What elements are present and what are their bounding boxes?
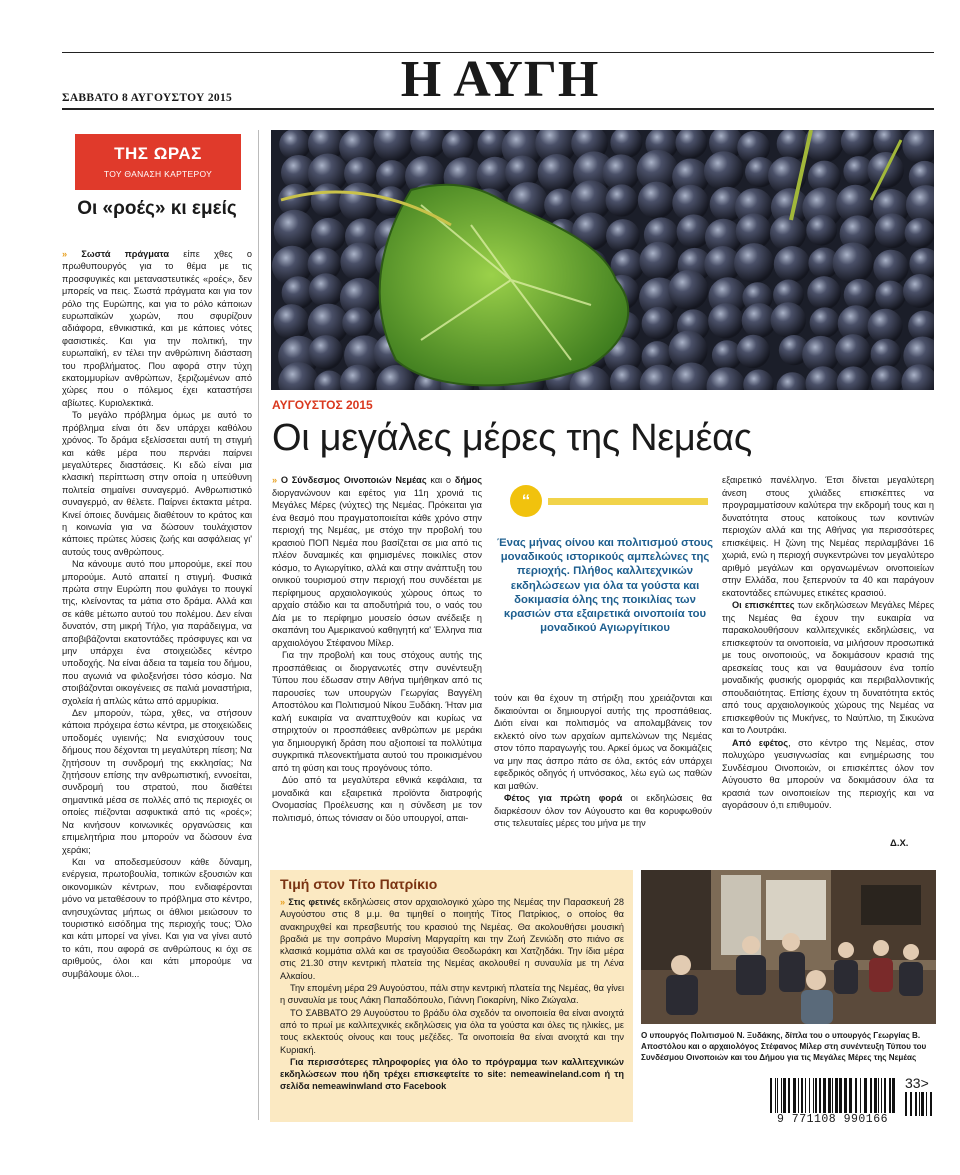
grape-berry xyxy=(905,218,934,248)
barcode-bar xyxy=(793,1078,796,1114)
column-header xyxy=(75,134,241,190)
barcode-bar xyxy=(835,1078,838,1114)
article-signature: Δ.Χ. xyxy=(890,838,909,849)
barcode-bar xyxy=(809,1078,810,1114)
grape-berry xyxy=(340,242,379,281)
grape-berry xyxy=(873,250,908,285)
grape-berry xyxy=(736,335,770,369)
barcode-bar xyxy=(874,1078,877,1114)
quote-icon: “ xyxy=(510,485,542,517)
grapes-illustration xyxy=(271,130,934,390)
article-bold-lead: Οι επισκέπτες xyxy=(732,600,795,610)
article-bold-lead: Από εφέτος xyxy=(732,737,789,748)
pull-quote: Ένας μήνας οίνου και πολιτισμού στους μοναδικούς ιστορικούς αμπελώνες της περιοχής. Πλήθος καλλιτεχνικών εκδηλώσεων για όλα τα γούστα και δοκιμασία όλης της ποικιλίας των κρασιών στα εξαιρετικά οινοποιία του μοναδικού Αγιωργίτικου xyxy=(497,537,713,635)
grapes-photo xyxy=(271,130,934,390)
grape-berry xyxy=(833,242,874,283)
barcode-bar xyxy=(781,1078,782,1114)
barcode-bar xyxy=(819,1078,821,1114)
page-number-value: 33 xyxy=(905,1075,921,1091)
masthead-title: Η ΑΥΓΗ xyxy=(400,51,600,108)
arrow-icon: » xyxy=(272,475,278,485)
barcode-bar xyxy=(839,1078,842,1114)
barcode-bar xyxy=(788,1078,790,1114)
addon-barcode xyxy=(905,1092,935,1116)
barcode-bar xyxy=(775,1078,776,1114)
event-box-title: Τιμή στον Τίτο Πατρίκιο xyxy=(280,876,438,892)
page-number xyxy=(905,1075,929,1091)
barcode-bar xyxy=(892,1078,895,1114)
column-paragraph: Το μεγάλο πρόβλημα όμως με αυτό το πρόβλημα είναι ότι δεν υπάρχει καθόλου χρόνος. Το δράμα εξελίσσεται αυτή τη στιγμή και κάθε μέρα που περνάει παίρνει μεγαλύτερες διαστάσεις. Κι εδώ είναι μια κλασική περίπτωση στην οποία η υπεύθυνη πολιτεία σημαίνει συναγερμό. Ανθρωπιστικό συναγερμό, αν θέλετε. Παίρνει έκτακτα μέτρα. Κινεί όποιες δυνάμεις διαθέτουν το κράτος και η κοινωνία για να δώσουν τουλάχιστον κάποιες πρώτες λύσεις ζωής και ασφάλειας γι' αυτούς τους ανθρώπους. xyxy=(62,410,252,557)
grape-berry xyxy=(442,130,474,161)
barcode-bar xyxy=(884,1078,886,1114)
grape-berry xyxy=(835,334,871,370)
article-lead-mid: και ο xyxy=(430,475,452,485)
article-column-3 xyxy=(722,474,934,812)
grape-berry xyxy=(677,214,711,248)
photo-caption: Ο υπουργός Πολιτισμού Ν. Ξυδάκης, δίπλα του ο υπουργός Γεωργίας Β. Αποστόλου και ο αρχαιολόγος Στέφανος Μίλερ στη συνέντευξη Τύπου του Συνδέσμου Οινοποιών και του Δήμου για τις Μεγάλες Μέρες της Νεμέας xyxy=(641,1031,927,1062)
barcode-bar xyxy=(930,1092,932,1116)
barcode-bar xyxy=(770,1078,772,1114)
article-paragraph: , στο κέντρο της Νεμέας, στον πολυχώρο γευσιγνωσίας και ενημέρωσης του Συνδέσμου Οινοποιών, οι επισκέπτες όλον τον Αύγουστο θα μπορούν να δοκιμάσουν όλα τα κρασιά των οινοποιείων της περιοχής και να αγοράσουν ό,τι επιθυμούν. xyxy=(722,737,934,810)
barcode-bar xyxy=(889,1078,891,1114)
grape-berry xyxy=(538,154,576,192)
barcode-bar xyxy=(878,1078,879,1114)
column-lead: Σωστά πράγματα xyxy=(81,249,169,259)
column-label: ΤΗΣ ΩΡΑΣ xyxy=(114,144,202,163)
barcode-bar xyxy=(777,1078,778,1114)
barcode-bar xyxy=(813,1078,814,1114)
barcode-bar xyxy=(798,1078,799,1114)
article-paragraph: των εκδηλώσεων Μεγάλες Μέρες της Νεμέας θα έχουν την ευκαιρία να παρακολουθήσουν καλλιτεχνικές εκδηλώσεις, να επισκεφτούν τα οινοποιεία, να μιλήσουν προσωπικά με τους οινοποιούς, να δοκιμάσουν κρασιά της αρεσκείας τους και να θαυμάσουν ένα τοπίο μοναδικής φυσικής ομορφιάς και περιβαλλοντικής σπουδαιότητας. Επίσης έχουν τη δυνατότητα εκτός από τους αρχαιολογικούς χώρους της Νεμέας να επισκεφθούν τις Μυκήνες, το Ναύπλιο, τη Σικυώνα και το Λουτράκι. xyxy=(722,600,935,735)
barcode-bar xyxy=(855,1078,857,1114)
page-arrow-icon: > xyxy=(920,1075,929,1091)
barcode-bar xyxy=(919,1092,920,1116)
grape-berry xyxy=(638,182,675,219)
grape-berry xyxy=(274,210,316,252)
event-box-body xyxy=(280,896,624,1093)
article-bold-lead: Φέτος για πρώτη φορά xyxy=(504,793,623,803)
barcode-bar xyxy=(926,1092,927,1116)
grape-berry xyxy=(734,243,774,283)
article-paragraph: διοργανώνουν και εφέτος για 11η χρονιά τις Μεγάλες Μέρες (νύχτες) της Νεμέας. Πρόκειται για ένα θεσμό που πραγματοποιείται κάθε χρόνο στην περιοχή της Νεμέας, με στόχο την προβολή του κρασιού ΠΟΠ Νεμέα που βασίζεται σε μια από τις πλέον δυναμικές και φημισμένες ποικιλίες στον κόσμο, το Αγιωργίτικο, αλλά και στην ανάπτυξη του οινικού τουρισμού στην περιοχή που συνδέεται με περίφημους αρχαιολογικούς χώρους όπως το αρχαίο στάδιο και τα αποδυτήριά του, ο ναός του Δία με το περίφημο μουσείο όσων ανέδειξε η σκαπάνη του Αμερικανού καθηγητή κα' Έλληνα πια αρχαιολόγου Στέφανου Μίλερ. xyxy=(272,487,482,648)
article-lead-2: δήμος xyxy=(454,475,482,485)
event-box-lead: Στις φετινές xyxy=(288,897,341,907)
grape-berry xyxy=(868,309,903,344)
grape-berry xyxy=(311,218,346,253)
grape-berry xyxy=(875,281,905,311)
barcode-bar xyxy=(910,1092,912,1116)
barcode-bar xyxy=(870,1078,872,1114)
event-box-paragraph: εκδηλώσεις στον αρχαιολογικό χώρο της Νεμέας την Παρασκευή 28 Αυγούστου στις 8 μ.μ. θα τιμηθεί ο ποιητής Τίτος Πατρίκιος, ο οποίος θα ανακηρυχθεί και πρεσβευτής του κρασιού της Νεμέας. Θα ακολουθήσει μουσική βραδιά με την σοπράνο Μυρσίνη Μαργαρίτη και την Ζωή Ζενιώδη στο πιάνο σε κλασικά κομμάτια αλλά και σε τραγούδια Θεοδωράκη και Χατζηδάκι. Την ίδια μέρα στις 21.30 στην κεντρική πλατεία της Νεμέας ακολουθεί η συναυλία με τη Λένα Αλκαίου. xyxy=(280,897,624,981)
column-body xyxy=(62,248,252,980)
article-paragraph: Για την προβολή και τους στόχους αυτής της προσπάθειας οι διοργανωτές στην συνέντευξη Τύπου που έδωσαν στην Αθήνα τιμήθηκαν από τις παρουσίες των υπουργών Γεωργίας Βαγγέλη Αποστόλου και Πολιτισμού Νίκου Ξυδάκη. Ήταν μια καλή ευκαιρία να αναπτυχθούν και κυρίως να στηριχτούν οι προσπάθειες ανθρώπων με μεράκι για δημιουργική δράση που αξιοποιεί τα πολλύτιμα συγκριτικά πλεονεκτήματα αυτού του προικισμένου από τη φύση και τους προγόνους τόπο. xyxy=(272,650,482,773)
barcode-bar xyxy=(921,1092,924,1116)
grape-berry xyxy=(606,219,640,253)
grape-berry xyxy=(309,335,344,370)
grape-berry xyxy=(871,339,901,369)
event-box-paragraph: ΤΟ ΣΑΒΒΑΤΟ 29 Αυγούστου το βράδυ όλα σχεδόν τα οινοποιεία θα είναι ανοιχτά από το πρωί με καλλιτεχνικές εκδηλώσεις για όλα τα γούστα και όλες τις ηλικίες, με τους εκλεκτούς οίνους και τους μεζέδες. Τα οινοποιεία θα είναι ανοιχτά και την Κυριακή. xyxy=(280,1007,624,1055)
grape-berry xyxy=(807,276,841,310)
grape-berry xyxy=(875,213,910,248)
barcode-bar xyxy=(915,1092,917,1116)
barcode-bar xyxy=(849,1078,852,1114)
article-paragraph: τούν και θα έχουν τη στήριξη που χρειάζονται και δικαιούνται οι δημιουργοί αυτής της προσπάθειας. Διότι είναι και πολιτισμός να απολαμβάνεις τον εκλεκτό οίνο των αρχαίων αμπελώνων της Νεμέας στον τόπο παραγωγής του. Αρκεί όμως να δοκιμάζεις να μην πας άσπρο πάτο σε όλα, εκτός εάν υπάρχει εφεδρικός οδηγός ή υπνόσακος, λέω εγώ ως παθών και μαθών. xyxy=(494,693,712,791)
press-conference-illustration xyxy=(641,870,936,1024)
column-paragraph: Να κάνουμε αυτό που μπορούμε, εκεί που μπορούμε. Αυτό απαιτεί η στιγμή. Φυσικά πρώτα στην Ευρώπη που φυλάγει το πουγκί της, κλείνοντας τα μάτια στο δράμα. Αλλά και σε κάθε μέτωπο αυτού του πολέμου. Δεν είναι δυνατόν, στη μικρή Τήλο, για παράδειγμα, να αποβιβάζονται εκατοντάδες πρόσφυγες και να μην υπάρχει ένα στοιχειώδες κέντρο υποδοχής. Να είναι άδεια τα ταμεία του δήμου, που αγωνιά να φιλοξενήσει τόσο κόσμο. Να στοιβάζονται οικογένειες σε παλιά μοναστήρια, σχολεία ή απλώς κάτω από αρμυρίκια. xyxy=(62,559,252,706)
barcode-bar xyxy=(805,1078,806,1114)
barcode-bar xyxy=(823,1078,826,1114)
article-column-1 xyxy=(272,474,482,824)
barcode-bar xyxy=(783,1078,786,1114)
grape-berry xyxy=(273,304,309,340)
article-kicker: ΑΥΓΟΥΣΤΟΣ 2015 xyxy=(272,398,373,412)
grape-berry xyxy=(639,242,678,281)
arrow-icon: » xyxy=(62,249,68,259)
barcode-bar xyxy=(864,1078,867,1114)
grape-berry xyxy=(771,302,806,337)
barcode-bar xyxy=(801,1078,803,1114)
grape-berry xyxy=(806,215,837,246)
grape-berry xyxy=(704,151,744,191)
grape-berry xyxy=(668,270,708,310)
article-paragraph: εξαιρετικό πανέλληνο. Έτσι δίνεται μεγαλύτερη άνεση στους χιλιάδες επισκέπτες να προγραμματίσουν καλύτερα την εκδρομή τους και η δυνατότητα στους κατοίκους των κοντινών περιοχών αλλά και της Αθήνας για περισσότερες επισκέψεις. Η ζώνη της Νεμέας περιλαμβάνει 16 χωριά, ενώ η περιοχή συγκεντρώνει τον μεγαλύτερο αριθμό μεγάλων και οργανωμένων οινοποιείων στην Ελλάδα, που ξεπερνούν τα 40 και παράγουν εκατοντάδες επώνυμες ετικέτες κρασιού. xyxy=(722,475,934,598)
press-conference-photo xyxy=(641,870,936,1024)
grape-berry xyxy=(339,183,378,222)
grape-berry xyxy=(342,307,373,338)
barcode-bar xyxy=(832,1078,833,1114)
article-paragraph: οι εκδηλώσεις θα διαρκέσουν όλον τον Αύγουστο και θα κορυφωθούν στις τελευταίες μέρες του μήνα με την xyxy=(494,793,712,828)
barcode-bar xyxy=(860,1078,861,1114)
column-title: Οι «ροές» κι εμείς xyxy=(77,198,237,219)
grape-berry xyxy=(770,215,806,251)
article-column-2 xyxy=(494,692,712,830)
barcode-bar xyxy=(815,1078,817,1114)
grape-berry xyxy=(642,307,675,340)
column-paragraph: είπε χθες ο πρωθυπουργός για το θέμα με τις προσφυγικές και μεταναστευτικές «ροές», δεν μπορείς να πεις. Σωστά πράγματα και για τον ρόλο της Ευρώπης, και για το ρόλο κάποιων ευρωπαϊκών χωρών, που σφυρίζουν αδιάφορα, εθνικιστικά, και με κάποιες νότες φασιστικές. Και για την πολιτική, την ευρωπαϊκή, εν τέλει την ανθρώπινη διάσταση του προβλήματος. Που αφορά στην τύχη εκατομμυρίων ανθρώπων, ξεριζωμένων από χώρες που ο πόλεμος έχει καταστήσει αβίωτες. Κυριολεκτικά. xyxy=(62,249,253,408)
column-paragraph: Δεν μπορούν, τώρα, χθες, να στήσουν κάποια πρόχειρα έστω κέντρα, με στοιχειώδεις υποδομές υγιεινής; Να ενισχύσουν τους δήμους που δέχονται τη μεγαλύτερη πίεση; Να ζητήσουν τη συνδρομή της εκκλησίας; Να ζητήσουν επίσης την ανθρωπιστική, εννοείται, συνδρομή του στρατού, που διαθέτει σημαντικά μέσα σε πολλές από τις περιοχές οι οποίες πιέζονται ασφυκτικά από τις «ροές»; Να κινήσουν κοινωνικές οργανώσεις και επιμελητήρια που μπορούν να δώσουν ένα χεράκι; xyxy=(62,708,252,855)
barcode-bar xyxy=(844,1078,847,1114)
article-paragraph: Δύο από τα μεγαλύτερα εθνικά κεφάλαια, τα μοναδικά και εξαιρετικά προϊόντα διατροφής Ονομασίας Προέλευσης και η σύνδεση με τον πολιτισμό, όπως τόνισαν οι δύο υπουργοί, απαι- xyxy=(272,775,482,823)
grape-berry xyxy=(810,307,840,337)
barcode-number: 9 771108 990166 xyxy=(770,1113,895,1126)
grape-berry xyxy=(708,303,743,338)
barcode-bar xyxy=(905,1092,907,1116)
article-headline: Οι μεγάλες μέρες της Νεμέας xyxy=(272,417,752,459)
barcode-bar xyxy=(881,1078,882,1114)
event-box-paragraph: Για περισσότερες πληροφορίες για όλο το πρόγραμμα των καλλιτεχνικών εκδηλώσεων που ήδη τρέχει επισκεφτείτε το site: nemeawineland.com ή τη σελίδα nemeawinwland στο Facebook xyxy=(280,1056,624,1092)
grape-berry xyxy=(309,273,343,307)
issue-date: ΣΑΒΒΑΤΟ 8 ΑΥΓΟΥΣΤΟΥ 2015 xyxy=(62,92,233,104)
quote-bar xyxy=(548,498,708,505)
grape-berry xyxy=(606,184,638,216)
column-divider xyxy=(258,130,259,1120)
arrow-icon: » xyxy=(280,897,286,907)
grape-berry xyxy=(774,246,810,282)
column-author: ΤΟΥ ΘΑΝΑΣΗ ΚΑΡΤΕΡΟΥ xyxy=(103,169,213,179)
article-lead: Ο Σύνδεσμος Οινοποιών Νεμέας xyxy=(280,475,427,485)
barcode-bar xyxy=(828,1078,831,1114)
column-paragraph: Και να αποδεσμεύσουν κάθε δύναμη, ενέργεια, πρωτοβουλία, τοπικών εξουσιών και οικονομικών κέντρων, που ενδιαφέρονται μόνο να μεταθέσουν το πρόβλημα στο κέντρο, ανησυχώντας μήπως οι άθλιοι μειώσουν το τουριστικό εισόδημα της περιοχής τους; Όλο και κάτι μπορεί να γίνει. Και για να γίνει αυτό το κάτι, που αφορά σε ανθρώπους κι όχι σε αριθμούς, όλοι και κάτι μπορούμε να συμβάλουμε όλοι... xyxy=(62,856,252,979)
event-box-paragraph: Την επομένη μέρα 29 Αυγούστου, πάλι στην κεντρική πλατεία της Νεμέας, θα γίνει η συναυλία με τους Λάκη Παπαδόπουλο, Γιάννη Γιοκαρίνη, Νίκο Ζιώγαλα. xyxy=(280,983,624,1006)
